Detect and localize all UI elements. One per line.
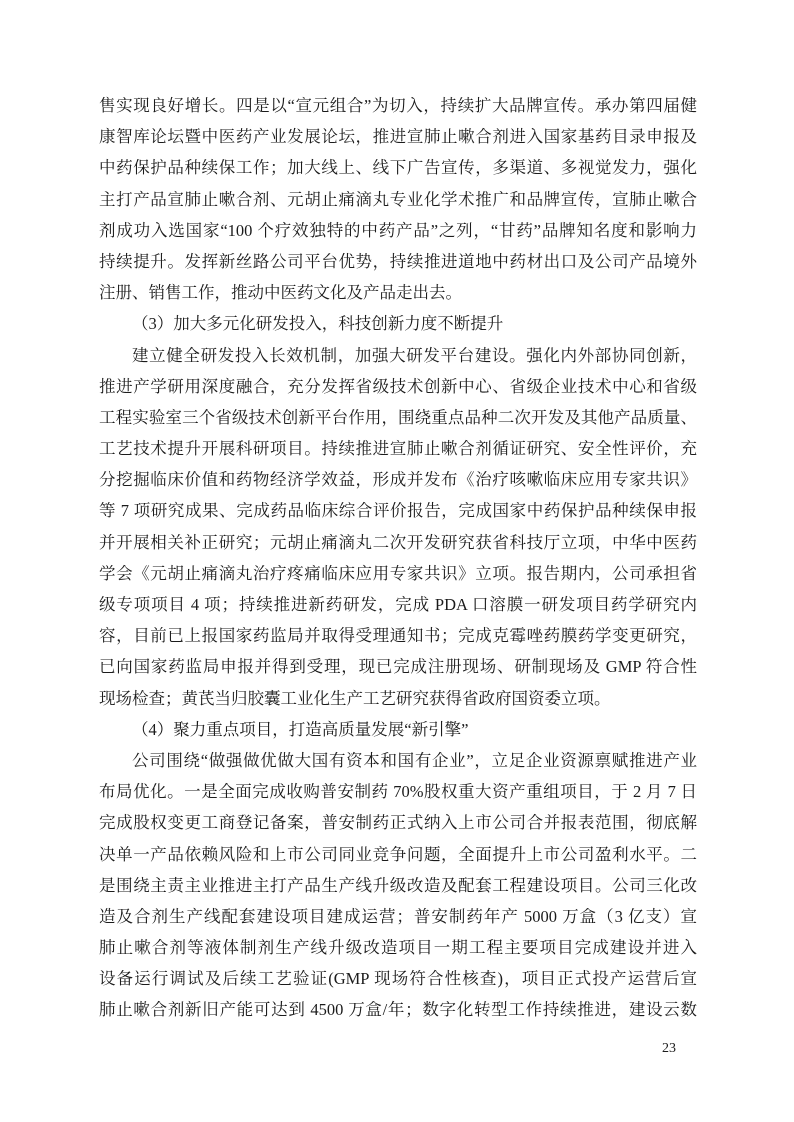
text-line: 工艺技术提升开展科研项目。持续推进宣肺止嗽合剂循证研究、安全性评价，充: [99, 439, 697, 459]
text-line: 学会《元胡止痛滴丸治疗疼痛临床应用专家共识》立项。报告期内，公司承担省: [99, 563, 697, 583]
text-line: 容，目前已上报国家药监局并取得受理通知书；完成克霉唑药膜药学变更研究，: [99, 626, 697, 646]
text-line: 工程实验室三个省级技术创新平台作用，围绕重点品种二次开发及其他产品质量、: [99, 407, 697, 427]
text-line: 已向国家药监局申报并得到受理，现已完成注册现场、研制现场及 GMP 符合性: [99, 657, 697, 677]
text-line: 是围绕主责主业推进主打产品生产线升级改造及配套工程建设项目。公司三化改: [99, 875, 697, 895]
text-line: 等 7 项研究成果、完成药品临床综合评价报告，完成国家中药保护品种续保申报: [99, 501, 697, 521]
paragraph: [99, 90, 697, 308]
text-line: 级专项项目 4 项；持续推进新药研发，完成 PDA 口溶膜一研发项目药学研究内: [99, 595, 697, 614]
text-line: 推进产学研用深度融合，充分发挥省级技术创新中心、省级企业技术中心和省级: [99, 376, 697, 396]
page-number: 23: [662, 1041, 676, 1056]
text-line: 造及合剂生产线配套建设项目建成运营；普安制药年产 5000 万盒（3 亿支）宣: [99, 906, 697, 926]
paragraph: [99, 340, 697, 714]
text-line: 持续提升。发挥新丝路公司平台优势，持续推进道地中药材出口及公司产品境外: [99, 251, 697, 271]
text-line: 建立健全研发投入长效机制，加强大研发平台建设。强化内外部协同创新，: [132, 345, 697, 365]
text-line: 现场检查；黄芪当归胶囊工业化生产工艺研究获得省政府国资委立项。: [99, 688, 611, 708]
section-heading-4: （4）聚力重点项目，打造高质量发展“新引擎”: [132, 719, 469, 739]
text-line: 分挖掘临床价值和药物经济学效益，形成并发布《治疗咳嗽临床应用专家共识》: [99, 470, 697, 490]
text-line: 肺止嗽合剂等液体制剂生产线升级改造项目一期工程主要项目完成建设并进入: [99, 938, 697, 958]
text-line: 并开展相关补正研究；元胡止痛滴丸二次开发研究获省科技厅立项，中华中医药: [99, 532, 697, 552]
text-line: 设备运行调试及后续工艺验证(GMP 现场符合性核查)，项目正式投产运营后宣: [99, 969, 697, 989]
section-heading-3: （3）加大多元化研发投入，科技创新力度不断提升: [132, 314, 504, 334]
text-line: 肺止嗽合剂新旧产能可达到 4500 万盒/年；数字化转型工作持续推进，建设云数: [99, 1000, 697, 1020]
paragraph: [99, 745, 697, 1026]
text-line: 康智库论坛暨中医药产业发展论坛，推进宣肺止嗽合剂进入国家基药目录申报及: [99, 127, 697, 147]
text-line: 布局优化。一是全面完成收购普安制药 70%股权重大资产重组项目，于 2 月 7 日: [99, 782, 697, 802]
text-line: 完成股权变更工商登记备案，普安制药正式纳入上市公司合并报表范围，彻底解: [99, 813, 697, 833]
text-line: 剂成功入选国家“100 个疗效独特的中药产品”之列，“甘药”品牌知名度和影响力: [99, 220, 697, 240]
text-line: 中药保护品种续保工作；加大线上、线下广告宣传，多渠道、多视觉发力，强化: [99, 158, 697, 178]
text-line: 决单一产品依赖风险和上市公司同业竞争问题，全面提升上市公司盈利水平。二: [99, 844, 697, 864]
text-line: 主打产品宣肺止嗽合剂、元胡止痛滴丸专业化学术推广和品牌宣传，宣肺止嗽合: [99, 189, 697, 209]
paragraph: [99, 714, 697, 745]
text-block: [99, 90, 697, 1026]
text-line: 售实现良好增长。四是以“宣元组合”为切入，持续扩大品牌宣传。承办第四届健: [99, 96, 697, 115]
paragraph: [99, 308, 697, 339]
text-line: 公司围绕“做强做优做大国有资本和国有企业”，立足企业资源禀赋推进产业: [132, 750, 697, 770]
text-line: 注册、销售工作，推动中医药文化及产品走出去。: [99, 283, 462, 303]
